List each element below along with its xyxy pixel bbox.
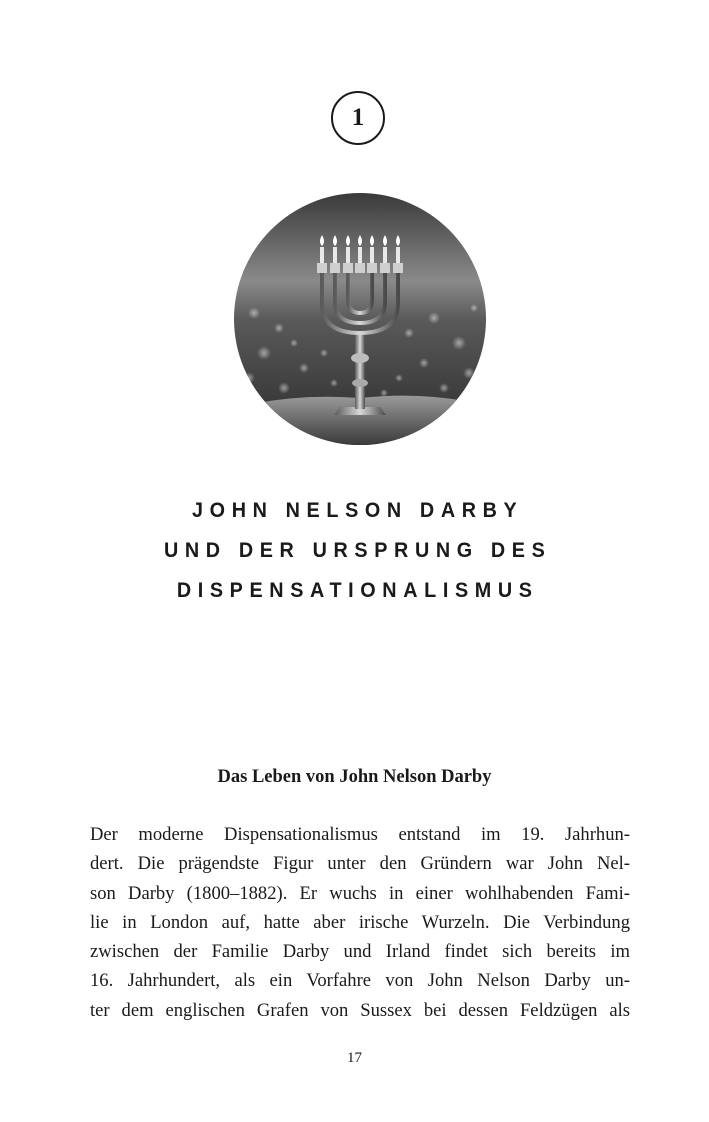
chapter-title-line: UND DER URSPRUNG DES	[163, 538, 552, 562]
body-line: lie in London auf, hatte aber irische Wurzeln. Die Verbindung	[90, 911, 630, 933]
body-paragraph	[90, 820, 630, 1025]
menorah-photo	[234, 193, 486, 445]
chapter-title-line: JOHN NELSON DARBY	[192, 498, 524, 522]
section-heading: Das Leben von John Nelson Darby	[217, 767, 492, 787]
chapter-title	[28, 490, 680, 610]
body-line: zwischen der Familie Darby und Irland findet sich bereits im	[90, 941, 630, 963]
chapter-number: 1	[351, 104, 365, 131]
page-number: 17	[347, 1050, 362, 1066]
chapter-number-badge	[331, 91, 385, 145]
body-line: ter dem englischen Grafen von Sussex bei dessen Feldzügen als	[90, 999, 630, 1021]
body-line: Der moderne Dispensationalismus entstand im 19. Jahrhun-	[90, 824, 630, 845]
body-line: dert. Die prägendste Figur unter den Gründern war John Nel-	[90, 853, 630, 875]
chapter-title-line: DISPENSATIONALISMUS	[176, 578, 539, 602]
body-line: 16. Jahrhundert, als ein Vorfahre von John Nelson Darby un-	[90, 970, 630, 992]
body-line: son Darby (1800–1882). Er wuchs in einer wohlhabenden Fami-	[90, 882, 630, 904]
